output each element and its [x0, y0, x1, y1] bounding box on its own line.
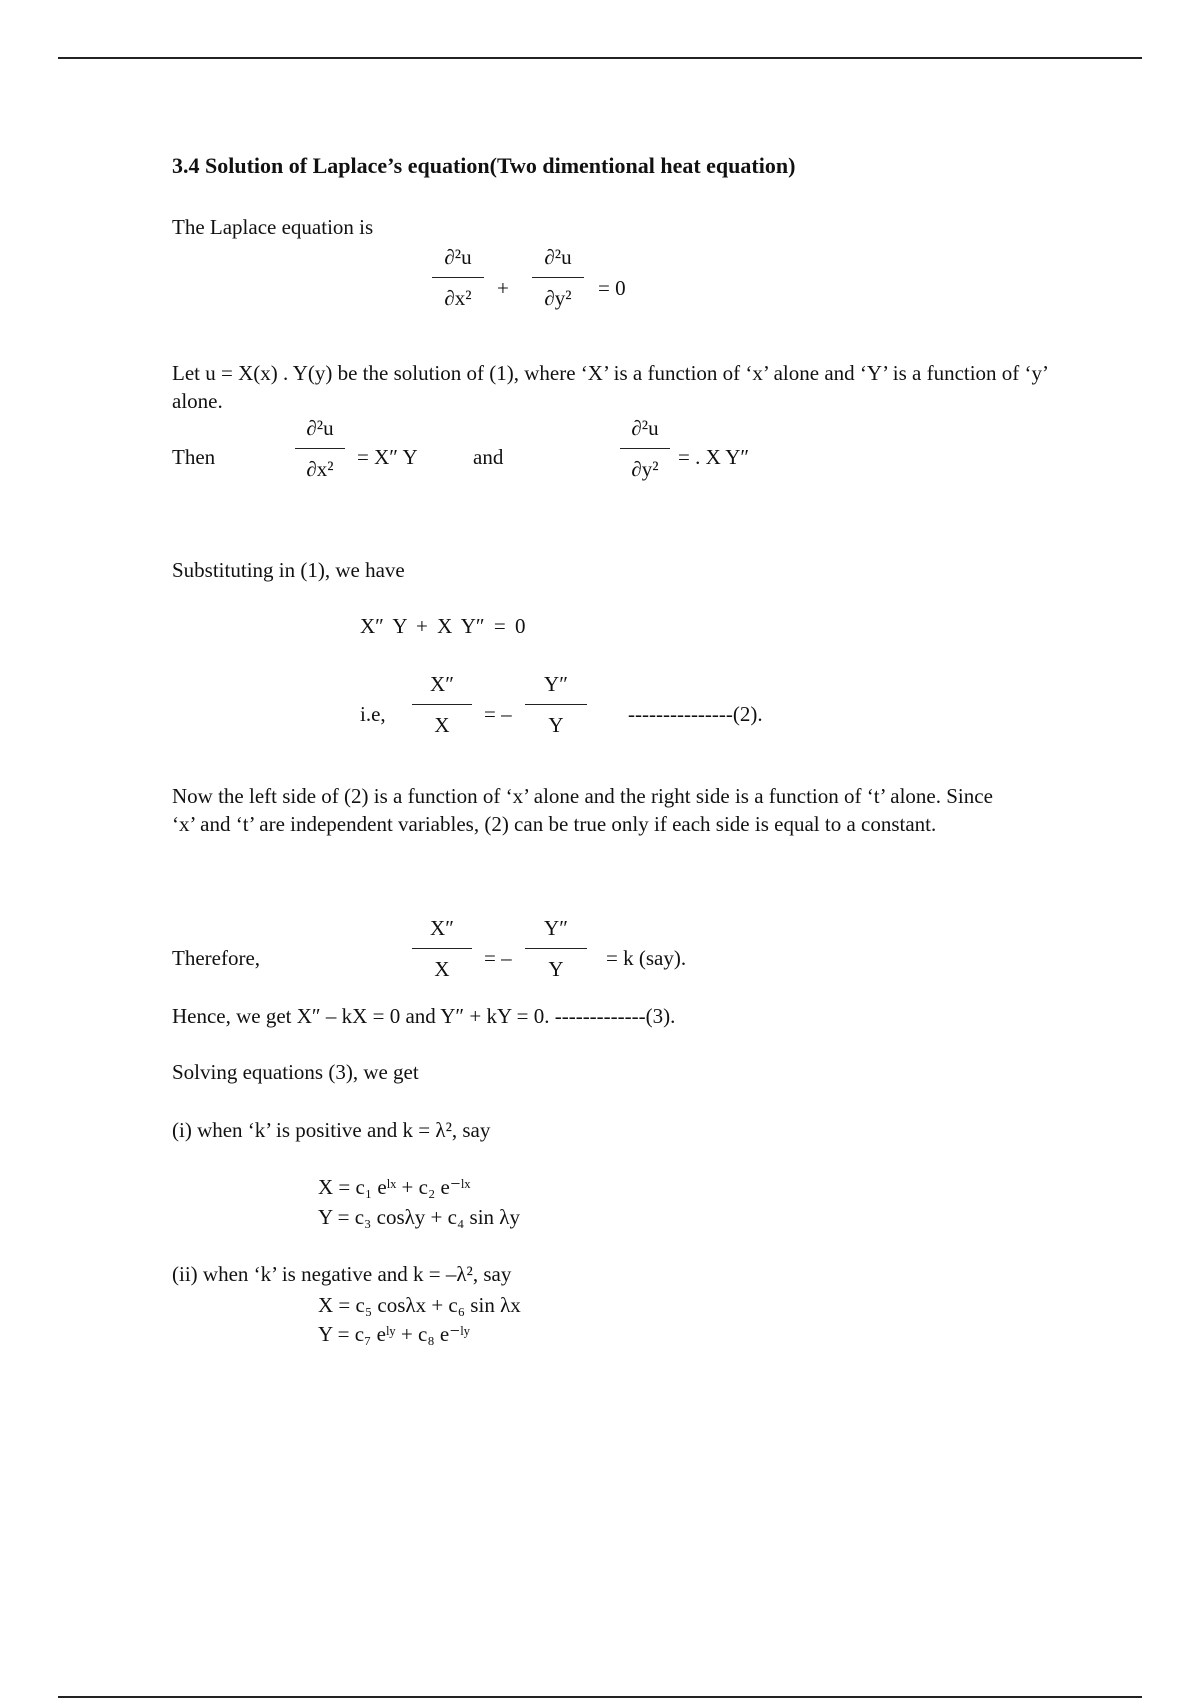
laplace-plus: + [497, 276, 509, 300]
therefore-den-right: Y [548, 957, 564, 981]
fraction-bar [295, 448, 345, 449]
fraction-bar [525, 948, 587, 949]
then-num-y: ∂²u [631, 416, 659, 440]
substituting-text: Substituting in (1), we have [172, 558, 405, 582]
ie-den-left: X [434, 713, 450, 737]
fraction-bar [525, 704, 587, 705]
section-title: 3.4 Solution of Laplace’s equation(Two dimentional heat equation) [172, 153, 796, 178]
laplace-rhs: = 0 [598, 276, 626, 300]
case2-x-solution: X = c₅ cosλx + c₆ sin λx [318, 1293, 521, 1317]
therefore-num-right: Y″ [544, 916, 568, 940]
therefore-rhs: = k (say). [606, 946, 687, 970]
then-frac-y [620, 414, 670, 483]
case1-label: (i) when ‘k’ is positive and k = λ², say [172, 1118, 491, 1142]
now-paragraph: Now the left side of (2) is a function of ‘x’ alone and the right side is a function of ‘t’ alone. Since ‘x’ and ‘t’ are independent variables, (2) can be true only if each side is equal to a constant. [172, 784, 993, 836]
laplace-frac-x [432, 243, 484, 312]
case1-x-solution: X = c₁ eˡˣ + c₂ e⁻ˡˣ [318, 1175, 471, 1199]
then-rhs-x: = X″ Y [357, 445, 418, 469]
footer-rule [58, 1696, 1142, 1698]
fraction-bar [432, 277, 484, 278]
then-num-x: ∂²u [306, 416, 334, 440]
therefore-label: Therefore, [172, 946, 261, 970]
laplace-den-x: ∂x² [444, 286, 472, 310]
ie-tag: ---------------(2). [628, 702, 763, 726]
solving-text: Solving equations (3), we get [172, 1060, 419, 1084]
case2-y-solution: Y = c₇ eˡʸ + c₈ e⁻ˡʸ [318, 1322, 471, 1346]
fraction-bar [532, 277, 584, 278]
case2-label: (ii) when ‘k’ is negative and k = –λ², say [172, 1262, 512, 1286]
laplace-num-x: ∂²u [444, 245, 472, 269]
then-and: and [473, 445, 504, 469]
therefore-eq: = – [484, 946, 512, 970]
therefore-num-left: X″ [430, 916, 454, 940]
fraction-bar [412, 704, 472, 705]
therefore-den-left: X [434, 957, 450, 981]
eq-sum: X″ Y + X Y″ = 0 [360, 614, 526, 638]
laplace-frac-y [532, 243, 584, 312]
case1-y-solution: Y = c₃ cosλy + c₄ sin λy [318, 1205, 520, 1229]
ie-den-right: Y [548, 713, 564, 737]
hence-text: Hence, we get X″ – kX = 0 and Y″ + kY = 0. -------------(3). [172, 1004, 676, 1028]
ie-frac-left [412, 670, 472, 739]
then-frac-x [295, 414, 345, 483]
laplace-den-y: ∂y² [544, 286, 572, 310]
ie-num-right: Y″ [544, 672, 568, 696]
fraction-bar [620, 448, 670, 449]
ie-num-left: X″ [430, 672, 454, 696]
then-den-y: ∂y² [631, 457, 659, 481]
ie-label: i.e, [360, 702, 386, 726]
ie-eq: = – [484, 702, 512, 726]
fraction-bar [412, 948, 472, 949]
header-rule [58, 57, 1142, 59]
therefore-frac-right [525, 914, 587, 983]
then-den-x: ∂x² [306, 457, 334, 481]
then-rhs-y: = . X Y″ [678, 445, 750, 469]
then-label: Then [172, 445, 216, 469]
intro-text: The Laplace equation is [172, 215, 374, 239]
let-paragraph: Let u = X(x) . Y(y) be the solution of (1), where ‘X’ is a function of ‘x’ alone and ‘Y’ is a function of ‘y’ alone. [172, 361, 1048, 413]
laplace-num-y: ∂²u [544, 245, 572, 269]
ie-frac-right [525, 670, 587, 739]
therefore-frac-left [412, 914, 472, 983]
